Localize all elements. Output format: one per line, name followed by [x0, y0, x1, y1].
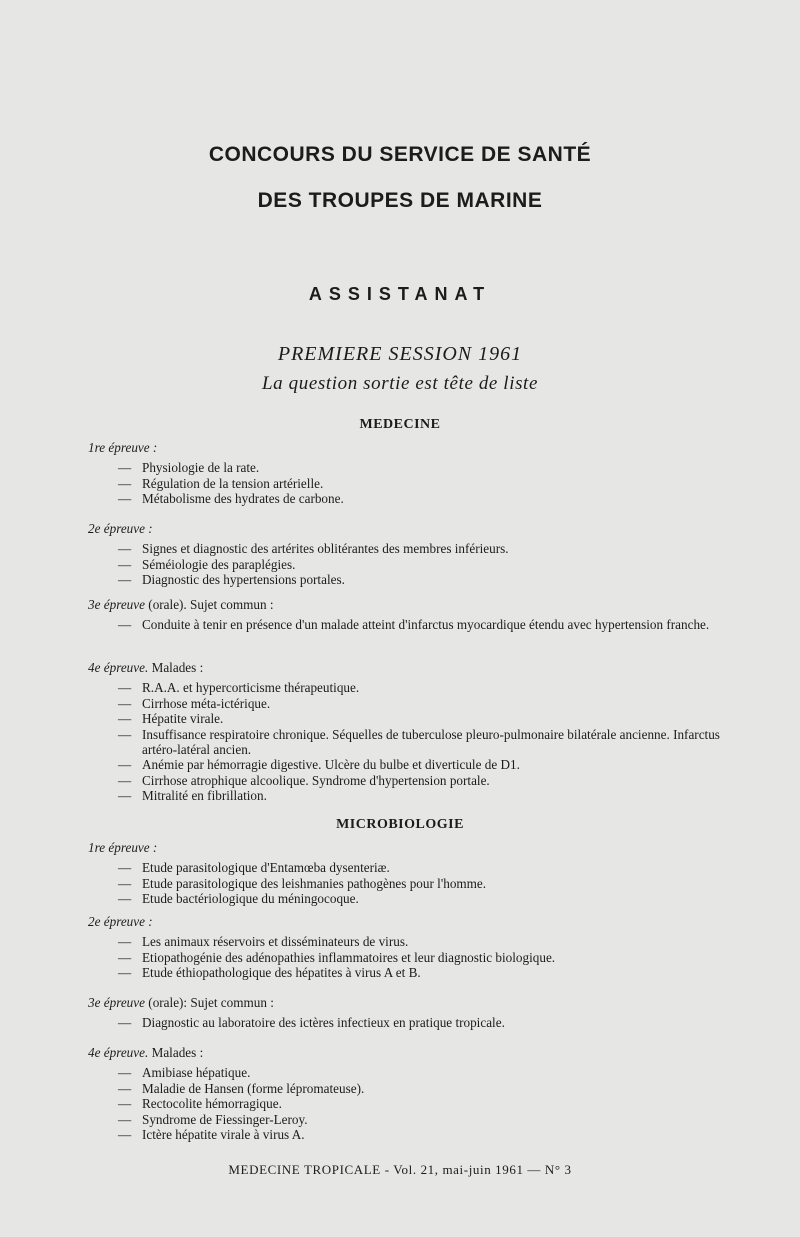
item-text: Amibiase hépatique.: [142, 1065, 251, 1081]
dash-marker: —: [118, 726, 132, 742]
list-item: [118, 876, 758, 891]
item-text: Etude bactériologique du méningocoque.: [142, 891, 359, 907]
item-list: [88, 680, 758, 803]
dash-marker: —: [118, 757, 132, 773]
item-text: R.A.A. et hypercorticisme thérapeutique.: [142, 680, 360, 696]
list-item: [118, 788, 758, 803]
list-item: [118, 1065, 758, 1080]
epreuve-label-rest: (orale). Sujet commun :: [148, 597, 274, 612]
list-item: [118, 1096, 758, 1111]
session-subtitle: La question sortie est tête de liste: [262, 373, 538, 394]
item-text: Diagnostic des hypertensions portales.: [142, 572, 345, 588]
item-text: Rectocolite hémorragique.: [142, 1096, 282, 1112]
session-heading: PREMIERE SESSION 1961: [277, 343, 523, 365]
item-text: Diagnostic au laboratoire des ictères infectieux en pratique tropicale.: [142, 1015, 505, 1031]
dash-marker: —: [118, 617, 132, 633]
item-text: Régulation de la tension artérielle.: [142, 475, 324, 491]
epreuve-block: [88, 597, 758, 633]
list-item: [118, 572, 758, 587]
dash-marker: —: [118, 556, 132, 572]
item-text: Cirrhose atrophique alcoolique. Syndrome d'hypertension portale.: [142, 772, 490, 788]
item-list: [88, 1065, 758, 1142]
item-text: Etude éthiopathologique des hépatites à virus A et B.: [142, 965, 421, 981]
item-list: [88, 617, 758, 632]
item-text: Mitralité en fibrillation.: [142, 788, 267, 804]
dash-marker: —: [118, 772, 132, 788]
section-title-medecine: MEDECINE: [359, 417, 441, 432]
epreuve-label-italic: 3e épreuve: [88, 995, 145, 1010]
dash-marker: —: [118, 1065, 132, 1081]
list-item: [118, 680, 758, 695]
epreuve-label: 2e épreuve :: [88, 914, 153, 929]
epreuve-label: [88, 995, 758, 1010]
epreuve-label: 2e épreuve :: [88, 521, 153, 536]
list-item: [118, 557, 758, 572]
epreuve-label: 1re épreuve :: [88, 440, 158, 455]
list-item: [118, 476, 758, 491]
epreuve-label-italic: 4e épreuve.: [88, 660, 149, 675]
list-item: [118, 891, 758, 906]
list-item: [118, 1127, 758, 1142]
epreuve-label: 1re épreuve :: [88, 840, 158, 855]
section-title-microbiologie: MICROBIOLOGIE: [336, 817, 464, 832]
list-item: [118, 696, 758, 711]
epreuve-block: [88, 840, 758, 907]
dash-marker: —: [118, 541, 132, 557]
item-text: Anémie par hémorragie digestive. Ulcère du bulbe et diverticule de D1.: [142, 757, 520, 773]
list-item: [118, 541, 758, 556]
list-item: [118, 965, 758, 980]
epreuve-label-rest: (orale): Sujet commun :: [148, 995, 274, 1010]
list-item: [118, 711, 758, 726]
item-text: Maladie de Hansen (forme lépromateuse).: [142, 1080, 365, 1096]
list-item: [118, 757, 758, 772]
dash-marker: —: [118, 1127, 132, 1143]
epreuve-block: [88, 995, 758, 1031]
epreuve-label-rest: Malades :: [151, 660, 204, 675]
item-text: Ictère hépatite virale à virus A.: [142, 1127, 305, 1143]
epreuve-label-italic: 4e épreuve.: [88, 1045, 149, 1060]
epreuve-block: [88, 1045, 758, 1142]
dash-marker: —: [118, 934, 132, 950]
item-text: Cirrhose méta-ictérique.: [142, 695, 271, 711]
dash-marker: —: [118, 1096, 132, 1112]
epreuve-label-rest: Malades :: [151, 1045, 204, 1060]
item-text: Signes et diagnostic des artérites oblitérantes des membres inférieurs.: [142, 541, 509, 557]
dash-marker: —: [118, 475, 132, 491]
item-list: [88, 934, 758, 980]
epreuve-label-italic: 3e épreuve: [88, 597, 145, 612]
item-text: Syndrome de Fiessinger-Leroy.: [142, 1111, 308, 1127]
item-text: Hépatite virale.: [142, 711, 224, 727]
list-item: [118, 950, 758, 965]
item-text: Etiopathogénie des adénopathies inflammatoires et leur diagnostic biologique.: [142, 949, 556, 965]
page-footer: MEDECINE TROPICALE - Vol. 21, mai-juin 1961 — N° 3: [228, 1162, 572, 1177]
dash-marker: —: [118, 875, 132, 891]
item-list: [88, 1015, 758, 1030]
item-text: Les animaux réservoirs et disséminateurs de virus.: [142, 934, 409, 950]
epreuve-label: [88, 597, 758, 612]
item-text: Conduite à tenir en présence d'un malade atteint d'infarctus myocardique étendu avec hypertension franche.: [142, 617, 710, 633]
epreuve-block: [88, 440, 758, 507]
list-item: [118, 773, 758, 788]
item-list: [88, 860, 758, 906]
epreuve-label: [88, 660, 758, 675]
epreuve-block: [88, 914, 758, 981]
dash-marker: —: [118, 788, 132, 804]
dash-marker: —: [118, 965, 132, 981]
item-text: Etude parasitologique des leishmanies pathogènes pour l'homme.: [142, 875, 487, 891]
dash-marker: —: [118, 1111, 132, 1127]
list-item: [118, 934, 758, 949]
page-title-line-1: CONCOURS DU SERVICE DE SANTÉ: [208, 143, 592, 166]
dash-marker: —: [118, 860, 132, 876]
dash-marker: —: [118, 711, 132, 727]
list-item: [118, 617, 758, 632]
assistanat-heading: ASSISTANAT: [308, 284, 492, 304]
list-item: [118, 491, 758, 506]
item-text: Insuffisance respiratoire chronique. Séquelles de tuberculose pleuro-pulmonaire bilatérale ancienne. Infarctus artéro-latéral ancien.: [142, 726, 720, 758]
item-text: Métabolisme des hydrates de carbone.: [142, 491, 344, 507]
item-text: Séméiologie des paraplégies.: [142, 556, 296, 572]
list-item: [118, 1081, 758, 1096]
epreuve-label: [88, 1045, 758, 1060]
list-item: [118, 460, 758, 475]
dash-marker: —: [118, 491, 132, 507]
dash-marker: —: [118, 1080, 132, 1096]
item-list: [88, 460, 758, 506]
item-text: Etude parasitologique d'Entamœba dysenteriæ.: [142, 860, 390, 876]
page-title-line-2: DES TROUPES DE MARINE: [257, 189, 543, 212]
dash-marker: —: [118, 460, 132, 476]
dash-marker: —: [118, 572, 132, 588]
item-list: [88, 541, 758, 587]
list-item: [118, 1015, 758, 1030]
dash-marker: —: [118, 680, 132, 696]
epreuve-block: [88, 660, 758, 804]
list-item: [118, 860, 758, 875]
list-item: [118, 727, 758, 758]
dash-marker: —: [118, 891, 132, 907]
epreuve-block: [88, 521, 758, 588]
list-item: [118, 1112, 758, 1127]
dash-marker: —: [118, 695, 132, 711]
dash-marker: —: [118, 949, 132, 965]
dash-marker: —: [118, 1015, 132, 1031]
item-text: Physiologie de la rate.: [142, 460, 260, 476]
